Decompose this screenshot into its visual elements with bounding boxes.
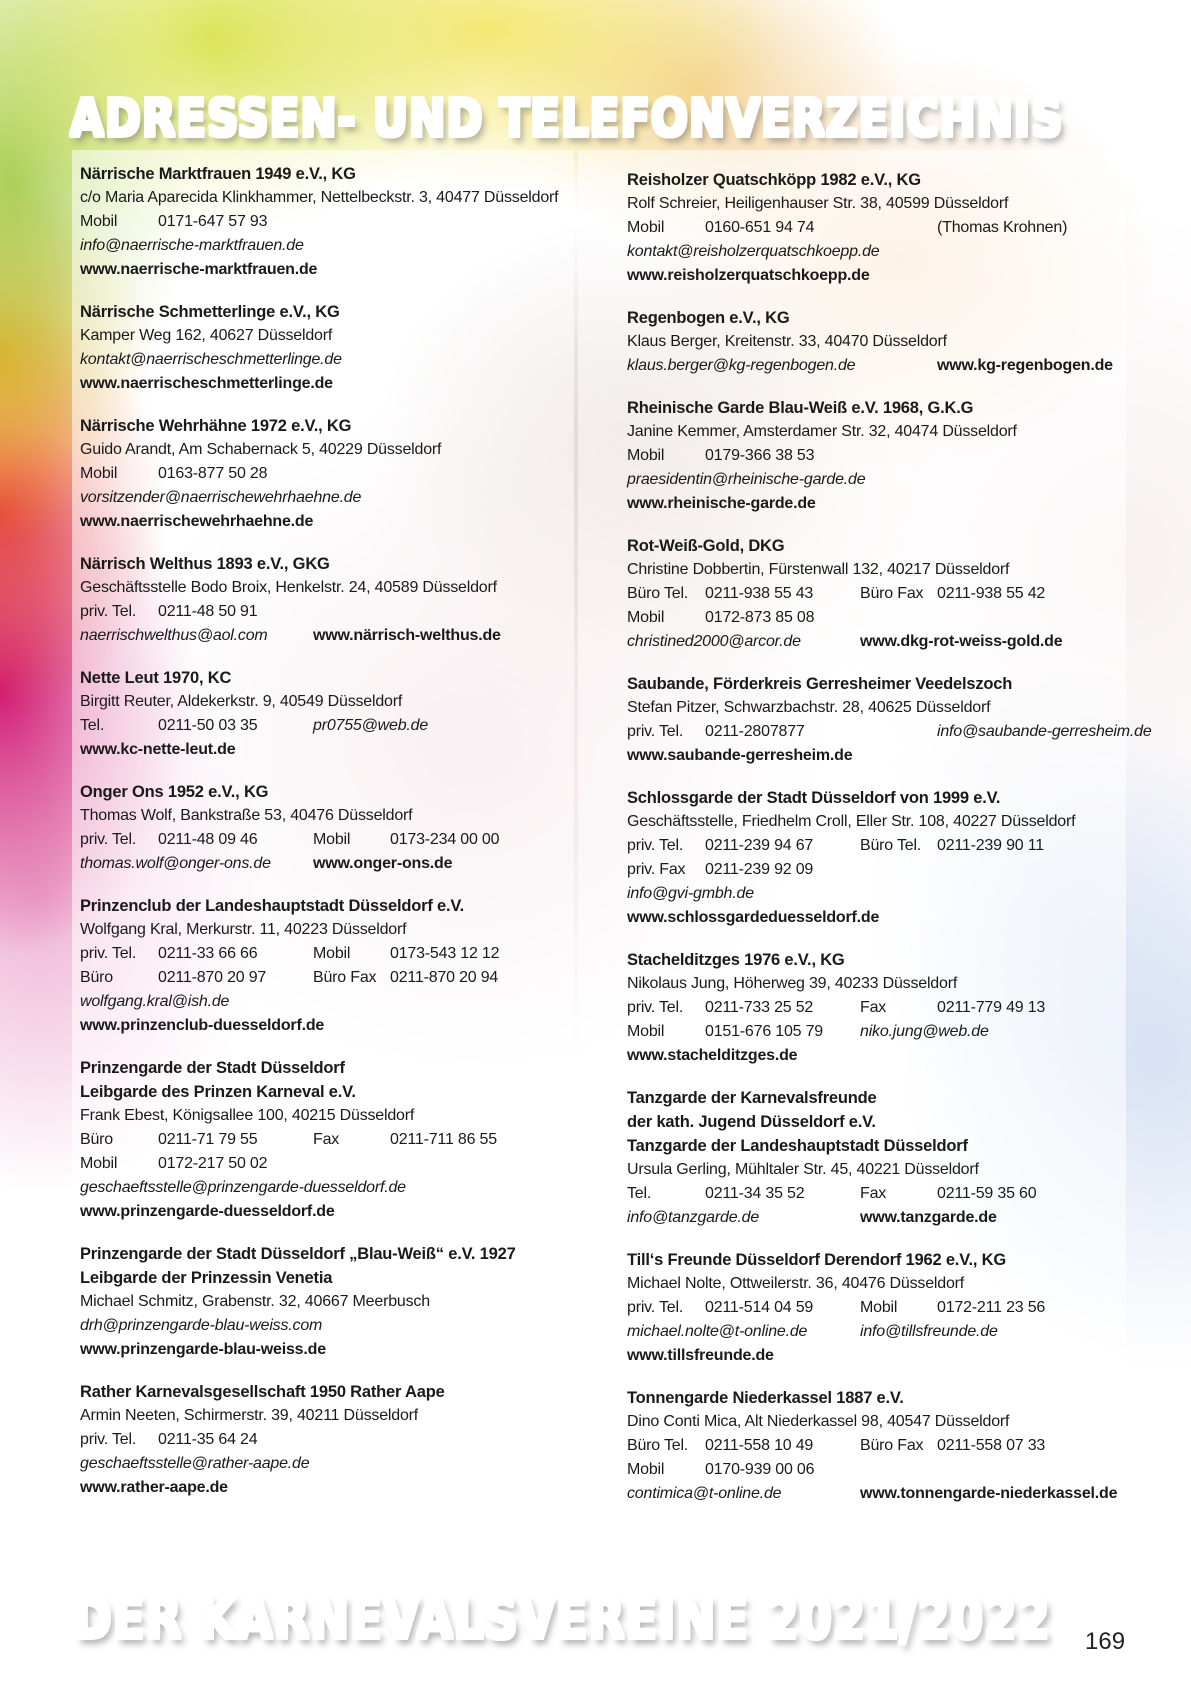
field-value: 0211-239 94 67 xyxy=(705,837,814,854)
entry-text: (Thomas Krohnen) xyxy=(937,219,1068,236)
entry-name: Närrische Schmetterlinge e.V., KG xyxy=(80,303,340,321)
entry-line xyxy=(80,738,592,762)
entry-line xyxy=(80,210,592,234)
field-value: 0163-877 50 28 xyxy=(158,465,268,482)
directory-entry xyxy=(80,414,592,534)
field-label: priv. Tel. xyxy=(627,999,684,1016)
field-label: Büro Tel. xyxy=(627,1437,689,1454)
email-text: info@tanzgarde.de xyxy=(627,1209,760,1226)
field-value: 0211-34 35 52 xyxy=(705,1185,805,1202)
entry-text: Rolf Schreier, Heiligenhauser Str. 38, 40599 Düsseldorf xyxy=(627,195,1009,212)
directory-entry xyxy=(80,552,592,648)
website-text: www.prinzengarde-blau-weiss.de xyxy=(80,1341,326,1358)
entry-line xyxy=(627,1320,1139,1344)
website-text: www.rheinische-garde.de xyxy=(627,495,816,512)
email-text: drh@prinzengarde-blau-weiss.com xyxy=(80,1317,323,1334)
website-text: www.naerrischeschmetterlinge.de xyxy=(80,375,333,392)
field-label: priv. Tel. xyxy=(80,945,137,962)
entry-line xyxy=(627,1020,1139,1044)
page-number: 169 xyxy=(1085,1628,1126,1655)
field-value: 0211-71 79 55 xyxy=(158,1131,258,1148)
field-label: Mobil xyxy=(860,1299,898,1316)
directory-entry xyxy=(627,786,1139,930)
entry-line xyxy=(627,1434,1139,1458)
entry-text: Armin Neeten, Schirmerstr. 39, 40211 Düsseldorf xyxy=(80,1407,419,1424)
field-value: 0211-48 09 46 xyxy=(158,831,258,848)
field-label: Mobil xyxy=(80,1155,118,1172)
entry-text: Michael Schmitz, Grabenstr. 32, 40667 Meerbusch xyxy=(80,1293,430,1310)
entry-name: Närrische Wehrhähne 1972 e.V., KG xyxy=(80,417,352,435)
entry-text: Ursula Gerling, Mühltaler Str. 45, 40221 Düsseldorf xyxy=(627,1161,979,1178)
directory-entry xyxy=(627,1086,1139,1230)
field-value: 0211-514 04 59 xyxy=(705,1299,814,1316)
entry-line xyxy=(80,186,592,210)
directory-entry xyxy=(627,534,1139,654)
entry-name: Regenbogen e.V., KG xyxy=(627,309,790,327)
field-label: priv. Tel. xyxy=(80,831,137,848)
directory-entry xyxy=(80,780,592,876)
field-label: priv. Tel. xyxy=(627,837,684,854)
field-label: priv. Tel. xyxy=(627,723,684,740)
entry-line xyxy=(627,354,1139,378)
entry-line xyxy=(80,348,592,372)
email-text: info@saubande-gerresheim.de xyxy=(937,723,1152,740)
entry-line xyxy=(627,744,1139,768)
entry-line xyxy=(80,576,592,600)
field-label: priv. Tel. xyxy=(80,1431,137,1448)
directory-entry xyxy=(627,306,1139,378)
website-text: www.närrisch-welthus.de xyxy=(313,627,501,644)
entry-text: Michael Nolte, Ottweilerstr. 36, 40476 Düsseldorf xyxy=(627,1275,965,1292)
entry-line xyxy=(627,1182,1139,1206)
website-text: www.tillsfreunde.de xyxy=(627,1347,774,1364)
directory-entry xyxy=(627,1248,1139,1368)
website-text: www.naerrische-marktfrauen.de xyxy=(80,261,318,278)
email-text: pr0755@web.de xyxy=(313,717,429,734)
entry-text: Janine Kemmer, Amsterdamer Str. 32, 40474 Düsseldorf xyxy=(627,423,1017,440)
entry-text: Wolfgang Kral, Merkurstr. 11, 40223 Düsseldorf xyxy=(80,921,407,938)
entry-line xyxy=(80,804,592,828)
field-value: 0211-733 25 52 xyxy=(705,999,814,1016)
page-title-top: ADRESSEN- UND TELEFONVERZEICHNIS xyxy=(70,88,1064,149)
entry-line xyxy=(80,1152,592,1176)
entry-line xyxy=(80,828,592,852)
entry-name: Tanzgarde der Landeshauptstadt Düsseldorf xyxy=(627,1137,968,1155)
field-label: Mobil xyxy=(627,447,665,464)
field-value: 0151-676 105 79 xyxy=(705,1023,824,1040)
field-label: Büro Tel. xyxy=(860,837,922,854)
directory-column-left xyxy=(80,162,592,1518)
website-text: www.tonnengarde-niederkassel.de xyxy=(860,1485,1118,1502)
field-value: 0211-239 90 11 xyxy=(937,837,1044,854)
field-value: 0211-558 07 33 xyxy=(937,1437,1046,1454)
email-text: niko.jung@web.de xyxy=(860,1023,989,1040)
entry-line xyxy=(627,492,1139,516)
entry-text: Geschäftsstelle, Friedhelm Croll, Eller Str. 108, 40227 Düsseldorf xyxy=(627,813,1076,830)
entry-text: Birgitt Reuter, Aldekerkstr. 9, 40549 Düsseldorf xyxy=(80,693,403,710)
field-label: Mobil xyxy=(80,213,118,230)
entry-line xyxy=(627,468,1139,492)
entry-line xyxy=(627,420,1139,444)
entry-line xyxy=(627,882,1139,906)
entry-line xyxy=(80,966,592,990)
website-text: www.dkg-rot-weiss-gold.de xyxy=(860,633,1063,650)
website-text: www.reisholzerquatschkoepp.de xyxy=(627,267,870,284)
email-text: geschaeftsstelle@rather-aape.de xyxy=(80,1455,310,1472)
directory-entry xyxy=(627,672,1152,768)
field-value: 0211-870 20 97 xyxy=(158,969,267,986)
field-value: 0172-211 23 56 xyxy=(937,1299,1046,1316)
entry-line xyxy=(627,1158,1139,1182)
entry-line xyxy=(80,690,592,714)
entry-line xyxy=(80,1404,592,1428)
entry-line xyxy=(627,906,1139,930)
entry-line xyxy=(80,918,592,942)
entry-text: Nikolaus Jung, Höherweg 39, 40233 Düsseldorf xyxy=(627,975,958,992)
field-value: 0170-939 00 06 xyxy=(705,1461,815,1478)
entry-line xyxy=(627,192,1139,216)
email-text: christined2000@arcor.de xyxy=(627,633,801,650)
field-label: Büro Fax xyxy=(313,969,377,986)
field-label: Fax xyxy=(860,1185,887,1202)
entry-line xyxy=(80,438,592,462)
field-label: Büro Fax xyxy=(860,1437,924,1454)
entry-line xyxy=(80,600,592,624)
entry-line xyxy=(627,810,1139,834)
entry-line xyxy=(80,1290,592,1314)
website-text: www.kc-nette-leut.de xyxy=(80,741,236,758)
field-label: Mobil xyxy=(627,609,665,626)
field-value: 0211-33 66 66 xyxy=(158,945,258,962)
directory-entry xyxy=(627,1386,1139,1506)
entry-line xyxy=(627,1344,1139,1368)
entry-line xyxy=(627,630,1139,654)
email-text: info@tillsfreunde.de xyxy=(860,1323,998,1340)
entry-name: Leibgarde der Prinzessin Venetia xyxy=(80,1269,333,1287)
entry-name: Till‘s Freunde Düsseldorf Derendorf 1962 e.V., KG xyxy=(627,1251,1006,1269)
email-text: michael.nolte@t-online.de xyxy=(627,1323,808,1340)
entry-name: Rather Karnevalsgesellschaft 1950 Rather Aape xyxy=(80,1383,445,1401)
website-text: www.saubande-gerresheim.de xyxy=(627,747,853,764)
field-label: Büro xyxy=(80,1131,113,1148)
entry-text: Frank Ebest, Königsallee 100, 40215 Düsseldorf xyxy=(80,1107,415,1124)
entry-name: Nette Leut 1970, KC xyxy=(80,669,232,687)
entry-name: Tonnengarde Niederkassel 1887 e.V. xyxy=(627,1389,904,1407)
field-value: 0172-873 85 08 xyxy=(705,609,815,626)
email-text: praesidentin@rheinische-garde.de xyxy=(627,471,866,488)
entry-line xyxy=(80,510,592,534)
field-label: Büro xyxy=(80,969,113,986)
entry-name: Tanzgarde der Karnevalsfreunde xyxy=(627,1089,877,1107)
entry-line xyxy=(80,852,592,876)
entry-name: Rot-Weiß-Gold, DKG xyxy=(627,537,785,555)
field-value: 0211-59 35 60 xyxy=(937,1185,1037,1202)
entry-line xyxy=(80,1104,592,1128)
website-text: www.prinzenclub-duesseldorf.de xyxy=(80,1017,325,1034)
directory-entry xyxy=(80,666,592,762)
entry-line xyxy=(80,234,592,258)
email-text: info@naerrische-marktfrauen.de xyxy=(80,237,304,254)
entry-line xyxy=(627,972,1139,996)
field-label: Mobil xyxy=(313,945,351,962)
entry-line xyxy=(627,696,1139,720)
directory-entry xyxy=(80,1242,592,1362)
entry-line xyxy=(627,330,1139,354)
entry-name: Prinzengarde der Stadt Düsseldorf „Blau-Weiß“ e.V. 1927 xyxy=(80,1245,516,1263)
entry-line xyxy=(627,1044,1139,1068)
field-value: 0171-647 57 93 xyxy=(158,213,268,230)
entry-name: Närrische Marktfrauen 1949 e.V., KG xyxy=(80,165,356,183)
directory-column-right xyxy=(627,168,1152,1524)
entry-line xyxy=(80,1314,592,1338)
website-text: www.prinzengarde-duesseldorf.de xyxy=(80,1203,335,1220)
website-text: www.onger-ons.de xyxy=(313,855,453,872)
entry-text: Dino Conti Mica, Alt Niederkassel 98, 40547 Düsseldorf xyxy=(627,1413,1010,1430)
entry-line xyxy=(80,1428,592,1452)
entry-line xyxy=(627,444,1139,468)
field-label: Fax xyxy=(860,999,887,1016)
website-text: www.tanzgarde.de xyxy=(860,1209,997,1226)
entry-name: Närrisch Welthus 1893 e.V., GKG xyxy=(80,555,330,573)
field-value: 0211-35 64 24 xyxy=(158,1431,258,1448)
field-value: 0211-938 55 42 xyxy=(937,585,1046,602)
entry-line xyxy=(80,1452,592,1476)
entry-text: c/o Maria Aparecida Klinkhammer, Nettelbeckstr. 3, 40477 Düsseldorf xyxy=(80,189,559,206)
entry-line xyxy=(80,462,592,486)
entry-name: Prinzengarde der Stadt Düsseldorf xyxy=(80,1059,345,1077)
website-text: www.kg-regenbogen.de xyxy=(937,357,1113,374)
directory-entry xyxy=(627,168,1139,288)
directory-entry xyxy=(80,1056,592,1224)
field-label: Mobil xyxy=(80,465,118,482)
entry-line xyxy=(627,1458,1139,1482)
entry-line xyxy=(627,216,1139,240)
entry-line xyxy=(80,372,592,396)
field-label: Mobil xyxy=(627,219,665,236)
entry-line xyxy=(627,720,1152,744)
field-label: Mobil xyxy=(627,1023,665,1040)
entry-line xyxy=(627,558,1139,582)
directory-entry xyxy=(627,948,1139,1068)
field-value: 0211-938 55 43 xyxy=(705,585,814,602)
website-text: www.stachelditzges.de xyxy=(627,1047,798,1064)
directory-entry xyxy=(80,162,592,282)
email-text: thomas.wolf@onger-ons.de xyxy=(80,855,271,872)
field-value: 0211-2807877 xyxy=(705,723,805,740)
email-text: vorsitzender@naerrischewehrhaehne.de xyxy=(80,489,362,506)
entry-line xyxy=(80,324,592,348)
email-text: naerrischwelthus@aol.com xyxy=(80,627,268,644)
field-label: priv. Fax xyxy=(627,861,686,878)
entry-name: Stachelditzges 1976 e.V., KG xyxy=(627,951,845,969)
entry-line xyxy=(80,258,592,282)
entry-line xyxy=(80,1176,592,1200)
entry-line xyxy=(627,240,1139,264)
entry-line xyxy=(627,834,1139,858)
entry-line xyxy=(627,1272,1139,1296)
field-label: Tel. xyxy=(627,1185,652,1202)
field-value: 0211-558 10 49 xyxy=(705,1437,814,1454)
entry-line xyxy=(627,1482,1139,1506)
field-label: Büro Fax xyxy=(860,585,924,602)
entry-line xyxy=(80,1200,592,1224)
entry-line xyxy=(627,858,1139,882)
email-text: klaus.berger@kg-regenbogen.de xyxy=(627,357,856,374)
email-text: kontakt@naerrischeschmetterlinge.de xyxy=(80,351,342,368)
website-text: www.naerrischewehrhaehne.de xyxy=(80,513,314,530)
entry-name: Saubande, Förderkreis Gerresheimer Veedelszoch xyxy=(627,675,1013,693)
entry-text: Guido Arandt, Am Schabernack 5, 40229 Düsseldorf xyxy=(80,441,442,458)
page-title-bottom: DER KARNEVALSVEREINE 2021/2022 xyxy=(73,1586,1051,1653)
field-value: 0211-50 03 35 xyxy=(158,717,258,734)
directory-entry xyxy=(80,894,592,1038)
field-value: 0172-217 50 02 xyxy=(158,1155,268,1172)
website-text: www.schlossgardeduesseldorf.de xyxy=(627,909,880,926)
entry-text: Stefan Pitzer, Schwarzbachstr. 28, 40625 Düsseldorf xyxy=(627,699,991,716)
field-value: 0173-543 12 12 xyxy=(390,945,500,962)
entry-name: Rheinische Garde Blau-Weiß e.V. 1968, G.K.G xyxy=(627,399,974,417)
directory-entry xyxy=(80,1380,592,1500)
entry-line xyxy=(80,486,592,510)
field-label: Tel. xyxy=(80,717,105,734)
email-text: info@gvi-gmbh.de xyxy=(627,885,754,902)
entry-line xyxy=(627,996,1139,1020)
entry-name: Leibgarde des Prinzen Karneval e.V. xyxy=(80,1083,356,1101)
entry-name: Prinzenclub der Landeshauptstadt Düsseldorf e.V. xyxy=(80,897,465,915)
entry-line xyxy=(80,624,592,648)
email-text: kontakt@reisholzerquatschkoepp.de xyxy=(627,243,880,260)
entry-line xyxy=(627,582,1139,606)
field-value: 0160-651 94 74 xyxy=(705,219,815,236)
entry-line xyxy=(80,1476,592,1500)
directory-entry xyxy=(80,300,592,396)
entry-line xyxy=(627,606,1139,630)
entry-line xyxy=(80,1338,592,1362)
field-value: 0211-711 86 55 xyxy=(390,1131,497,1148)
entry-line xyxy=(627,264,1139,288)
field-value: 0179-366 38 53 xyxy=(705,447,815,464)
entry-text: Christine Dobbertin, Fürstenwall 132, 40217 Düsseldorf xyxy=(627,561,1010,578)
field-value: 0211-48 50 91 xyxy=(158,603,258,620)
entry-text: Klaus Berger, Kreitenstr. 33, 40470 Düsseldorf xyxy=(627,333,947,350)
entry-line xyxy=(80,1128,592,1152)
directory-entry xyxy=(627,396,1139,516)
entry-line xyxy=(627,1296,1139,1320)
field-label: Büro Tel. xyxy=(627,585,689,602)
field-value: 0173-234 00 00 xyxy=(390,831,500,848)
email-text: wolfgang.kral@ish.de xyxy=(80,993,230,1010)
entry-text: Thomas Wolf, Bankstraße 53, 40476 Düsseldorf xyxy=(80,807,413,824)
entry-text: Geschäftsstelle Bodo Broix, Henkelstr. 24, 40589 Düsseldorf xyxy=(80,579,497,596)
field-label: priv. Tel. xyxy=(80,603,137,620)
field-value: 0211-870 20 94 xyxy=(390,969,499,986)
field-value: 0211-239 92 09 xyxy=(705,861,814,878)
email-text: contimica@t-online.de xyxy=(627,1485,782,1502)
entry-line xyxy=(80,1014,592,1038)
field-label: Mobil xyxy=(313,831,351,848)
field-label: Mobil xyxy=(627,1461,665,1478)
entry-name: der kath. Jugend Düsseldorf e.V. xyxy=(627,1113,876,1131)
entry-line xyxy=(80,714,592,738)
field-label: priv. Tel. xyxy=(627,1299,684,1316)
entry-name: Schlossgarde der Stadt Düsseldorf von 1999 e.V. xyxy=(627,789,1001,807)
website-text: www.rather-aape.de xyxy=(80,1479,228,1496)
field-label: Fax xyxy=(313,1131,340,1148)
entry-line xyxy=(80,990,592,1014)
entry-line xyxy=(627,1410,1139,1434)
entry-text: Kamper Weg 162, 40627 Düsseldorf xyxy=(80,327,333,344)
email-text: geschaeftsstelle@prinzengarde-duesseldorf.de xyxy=(80,1179,406,1196)
entry-name: Onger Ons 1952 e.V., KG xyxy=(80,783,269,801)
entry-line xyxy=(80,942,592,966)
field-value: 0211-779 49 13 xyxy=(937,999,1046,1016)
entry-line xyxy=(627,1206,1139,1230)
entry-name: Reisholzer Quatschköpp 1982 e.V., KG xyxy=(627,171,921,189)
